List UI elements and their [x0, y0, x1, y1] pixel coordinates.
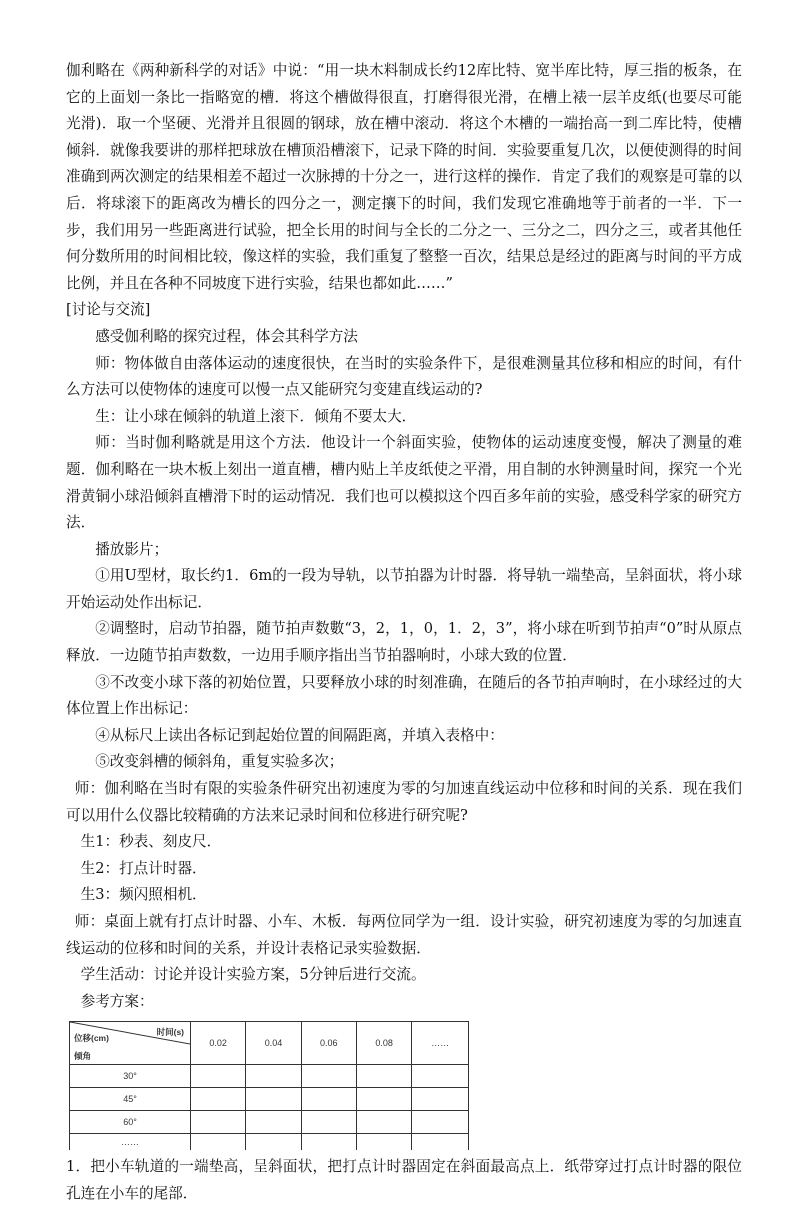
reference-table [69, 1021, 469, 1150]
corner-angle-label: 倾角 [74, 1051, 92, 1062]
angle-cell: 60° [70, 1111, 191, 1134]
step-4: ④从标尺上读出各标记到起始位置的间隔距离，并填入表格中： [95, 726, 504, 744]
step-1: ①用U型材，取长约1．6m的一段为导轨，以节拍器为计时器．将导轨一端垫高，呈斜面状，将小球开始运动处作出标记． [66, 567, 742, 611]
data-cell [246, 1134, 301, 1151]
student-activity: 学生活动：讨论并设计实验方案，5分钟后进行交流。 [80, 966, 426, 984]
table-row [70, 1065, 469, 1088]
data-cell [412, 1088, 469, 1111]
data-cell [191, 1065, 246, 1088]
section-subtitle: 感受伽利略的探究过程，体会其科学方法 [95, 327, 358, 345]
reference-table-wrap [69, 1021, 742, 1150]
data-cell [356, 1111, 411, 1134]
time-header-cell: 0.08 [356, 1022, 411, 1065]
data-cell [356, 1088, 411, 1111]
galileo-quote: 伽利略在《两种新科学的对话》中说：“用一块木料制成长约12库比特、宽半库比特，厚三指的板条，在它的上面划一条比一指略宽的槽．将这个槽做得很直，打磨得很光滑，在槽上裱一层羊皮纸(也要尽可能光滑)．取一个坚硬、光滑并且很圆的钢球，放在槽中滚动．将这个木槽的一端抬高一到二库比特，使槽倾斜．就像我要讲的那样把球放在槽顶沿槽滚下，记录下降的时间．实验要重复几次，以便使测得的时间准确到两次测定的结果相差不超过一次脉搏的十分之一，进行这样的操作．肯定了我们的观察是可靠的以后．将球滚下的距离改为槽长的四分之一，测定攘下的时间，我们发现它准确地等于前者的一半．下一步，我们用另一些距离进行试验，把全长用的时间与全长的二分之一、三分之二，四分之三，或者其他任何分数所用的时间相比较，像这样的实验，我们重复了整整一百次，结果总是经过的距离与时间的平方成比例，并且在各种不同坡度下进行实验，结果也都如此……” [66, 62, 742, 292]
table-row [70, 1088, 469, 1111]
angle-cell: 30° [70, 1065, 191, 1088]
table-row [70, 1134, 469, 1151]
play-video-label: 播放影片； [95, 540, 169, 558]
corner-displacement-label: 位移(cm) [74, 1033, 109, 1044]
teacher-question-2: 师：伽利略在当时有限的实验条件研究出初速度为零的匀加速直线运动中位移和时间的关系．现在我们可以用什么仪器比较精确的方法来记录时间和位移进行研究呢? [66, 780, 742, 824]
step-3: ③不改变小球下落的初始位置，只要释放小球的时刻准确，在随后的各节拍声响时，在小球经过的大体位置上作出标记： [66, 673, 742, 718]
time-header-cell: 0.04 [246, 1022, 301, 1065]
teacher-question: 师：物体做自由落体运动的速度很快，在当时的实验条件下，是很难测量其位移和相应的时间，有什么方法可以使物体的速度可以慢一点又能研究匀变建直线运动的? [66, 354, 742, 399]
time-header-cell: …… [412, 1022, 469, 1065]
corner-time-label: 时间(s) [156, 1027, 184, 1038]
teacher-instruction: 师：桌面上就有打点计时器、小车、木板．每两位同学为一组．设计实验，研究初速度为零的匀加速直线运动的位移和时间的关系，并设计表格记录实验数据． [66, 913, 742, 957]
data-cell [246, 1065, 301, 1088]
student-1-answer: 生1：秒表、刻皮尺． [80, 833, 222, 851]
data-cell [356, 1065, 411, 1088]
step-2: ②调整时，启动节拍器，随节拍声数數“3，2，1，0，1．2，3”，将小球在听到节拍声“0”时从原点释放．一边随节拍声数数，一边用手顺序指出当节拍器响时，小球大致的位置． [66, 620, 742, 665]
teacher-explanation: 师：当时伽利略就是用这个方法．他设计一个斜面实验，使物体的运动速度变慢，解决了测量的难题．伽利略在一块木板上刻出一道直槽，槽内贴上羊皮纸使之平滑，用自制的水钟测量时间，探究一个光滑黄铜小球沿倾斜直槽滑下时的运动情况．我们也可以模拟这个四百多年前的实验，感受科学家的研究方法． [66, 434, 742, 532]
student-answer: 生：让小球在倾斜的轨道上滚下．倾角不要太大． [95, 407, 417, 425]
document-page [66, 58, 742, 1208]
data-cell [191, 1134, 246, 1151]
data-cell [246, 1088, 301, 1111]
angle-cell: 45° [70, 1088, 191, 1111]
data-cell [191, 1088, 246, 1111]
data-cell [301, 1134, 356, 1151]
time-header-cell: 0.02 [191, 1022, 246, 1065]
student-3-answer: 生3：频闪照相机． [80, 886, 207, 904]
table-header-row [70, 1022, 469, 1065]
table-row [70, 1111, 469, 1134]
table-corner-cell [70, 1022, 191, 1065]
data-cell [412, 1134, 469, 1151]
data-cell [301, 1088, 356, 1111]
data-cell [412, 1065, 469, 1088]
procedure-step-1: 1．把小车轨道的一端垫高，呈斜面状，把打点计时器固定在斜面最高点上．纸带穿过打点计时器的限位孔连在小车的尾部． [66, 1158, 742, 1202]
data-cell [246, 1111, 301, 1134]
data-cell [356, 1134, 411, 1151]
data-cell [301, 1111, 356, 1134]
step-5: ⑤改变斜槽的倾斜角，重复实验多次； [95, 753, 344, 771]
student-2-answer: 生2：打点计时器． [80, 859, 207, 877]
data-cell [301, 1065, 356, 1088]
reference-plan-label: 参考方案： [80, 992, 154, 1010]
data-cell [412, 1111, 469, 1134]
time-header-cell: 0.06 [301, 1022, 356, 1065]
data-cell [191, 1111, 246, 1134]
angle-cell: …… [70, 1134, 191, 1151]
section-heading: [讨论与交流] [66, 301, 151, 319]
